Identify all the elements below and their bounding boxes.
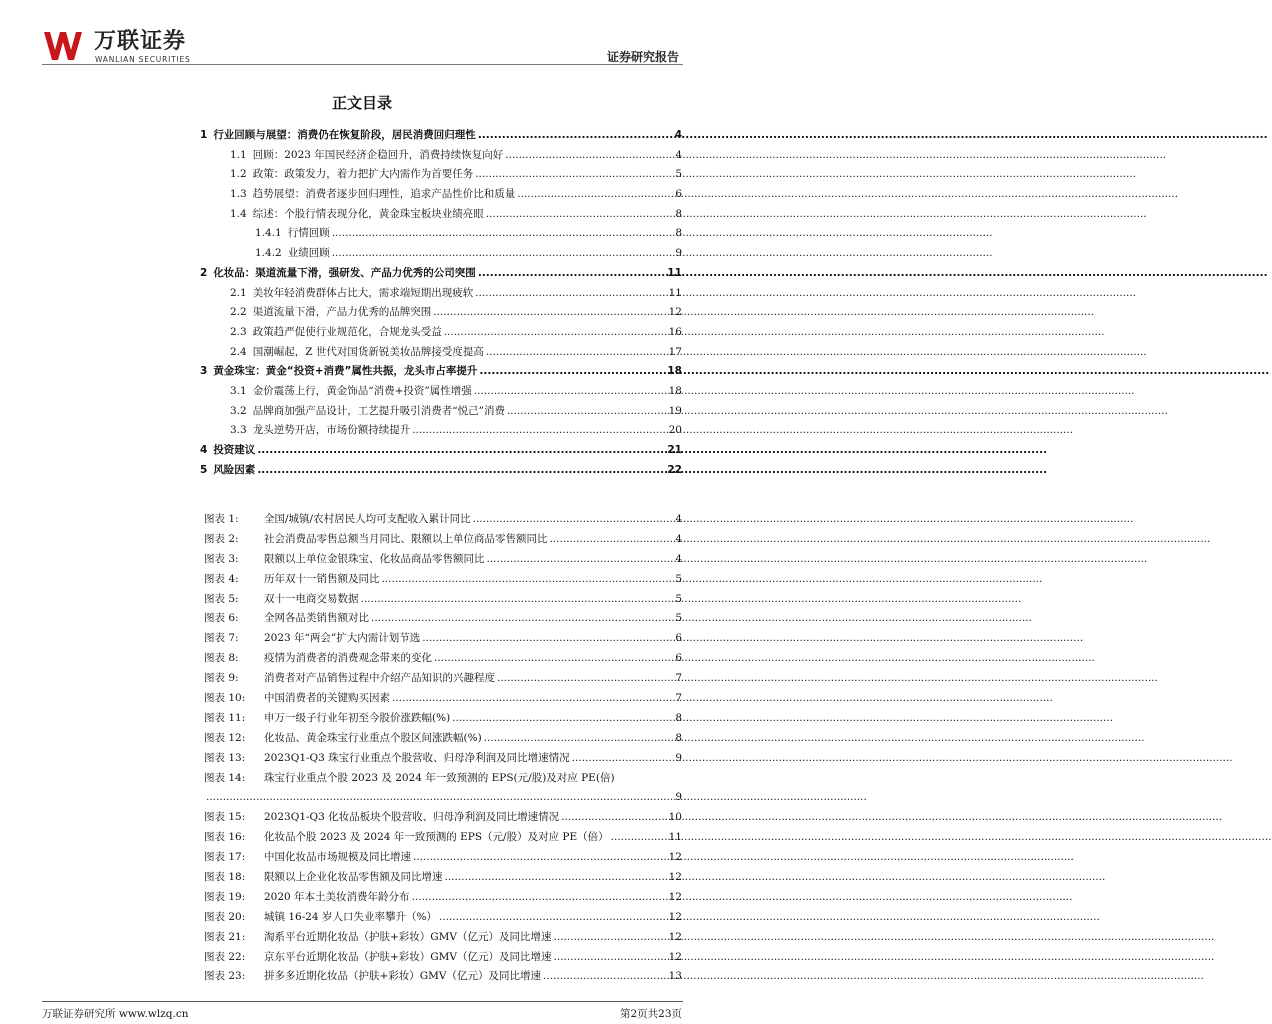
figure-label: 图表 9: xyxy=(204,672,239,685)
figure-label: 图表 15: xyxy=(204,811,246,824)
toc-entry-title: 风险因素 xyxy=(213,463,256,476)
toc-entry-title: 金价震荡上行，黄金饰品“消费+投资”属性增强 xyxy=(252,384,472,397)
figure-leader-dots xyxy=(487,550,674,570)
report-type-label: 证券研究报告 xyxy=(606,50,679,64)
figure-title: 社会消费品零售总额当月同比、限额以上单位商品零售额同比 xyxy=(264,532,548,545)
figure-leader-dots xyxy=(206,788,673,808)
toc-entry-page: 8 xyxy=(675,227,682,240)
toc-entry[interactable] xyxy=(200,185,682,205)
toc-entry-title: 龙头逆势开店，市场份额持续提升 xyxy=(252,424,411,437)
toc-entry[interactable] xyxy=(200,165,682,185)
figure-page: 9 xyxy=(675,751,682,764)
figure-page: 12 xyxy=(668,851,682,864)
figure-label: 图表 16: xyxy=(204,831,246,844)
toc-entry-title: 综述：个股行情表现分化，黄金珠宝板块业绩亮眼 xyxy=(252,207,484,220)
figure-label: 图表 20: xyxy=(204,910,246,923)
figure-page: 13 xyxy=(668,970,682,983)
toc-entry-title: 回顾：2023 年国民经济企稳回升，消费持续恢复向好 xyxy=(252,148,504,161)
figure-leader-dots xyxy=(550,530,674,550)
figure-label: 图表 14: xyxy=(204,771,246,784)
toc-entry-title: 化妆品：渠道流量下滑，强研发、产品力优秀的公司突围 xyxy=(213,266,476,279)
toc-entry-number: 3.1 xyxy=(230,384,247,397)
figure-label: 图表 23: xyxy=(204,970,246,983)
toc-leader-dots xyxy=(507,402,667,422)
toc-leader-dots xyxy=(332,244,674,264)
figure-entry[interactable] xyxy=(204,709,682,729)
figure-entry[interactable] xyxy=(204,530,682,550)
toc-entry-title: 趋势展望：消费者逐步回归理性，追求产品性价比和质量 xyxy=(252,188,516,201)
toc-leader-dots xyxy=(475,284,666,304)
toc-entry-page: 11 xyxy=(668,286,682,299)
toc-entry[interactable] xyxy=(200,303,682,323)
toc-entry-title: 政策：政策发力，着力把扩大内需作为首要任务 xyxy=(252,168,474,181)
figure-entry[interactable] xyxy=(204,808,682,828)
toc-entry-title: 渠道流量下滑，产品力优秀的品牌突围 xyxy=(252,306,432,319)
toc-entry-page: 4 xyxy=(674,129,682,141)
toc-entry[interactable] xyxy=(200,264,682,284)
figure-title: 拼多多近期化妆品（护肤+彩妆）GMV（亿元）及同比增速 xyxy=(264,970,542,983)
figure-title: 全国/城镇/农村居民人均可支配收入累计同比 xyxy=(264,513,471,525)
toc-entry-page: 6 xyxy=(675,188,682,201)
toc-entry-page: 8 xyxy=(675,207,682,220)
toc-entry-page: 19 xyxy=(668,404,682,417)
toc-entry-number: 1.1 xyxy=(230,148,247,161)
toc-entry-page: 17 xyxy=(668,345,682,358)
toc-entry-page: 21 xyxy=(667,444,682,456)
figure-leader-dots xyxy=(371,609,673,629)
figure-title: 疫情为消费者的消费观念带来的变化 xyxy=(264,652,432,665)
figure-label: 图表 19: xyxy=(204,890,246,903)
figure-page: 4 xyxy=(675,552,682,565)
figure-page: 8 xyxy=(675,711,682,724)
figure-title: 城镇 16-24 岁人口失业率攀升（%） xyxy=(264,910,437,923)
figure-leader-dots xyxy=(484,729,674,749)
figure-page: 12 xyxy=(668,930,682,943)
toc-entry-page: 18 xyxy=(667,365,682,378)
figure-entry[interactable] xyxy=(204,590,682,610)
figure-label: 图表 18: xyxy=(204,871,246,884)
figure-title: 中国化妆品市场规模及同比增速 xyxy=(264,851,411,864)
toc-entry-number: 1.4 xyxy=(230,207,247,220)
figure-entry[interactable] xyxy=(204,729,682,749)
toc-entry-number: 3.3 xyxy=(230,424,247,437)
toc-leader-dots xyxy=(479,362,665,382)
toc-leader-dots xyxy=(478,264,666,284)
figure-entry[interactable] xyxy=(204,609,682,629)
figure-title: 化妆品、黄金珠宝行业重点个股区间涨跌幅(%) xyxy=(264,731,482,744)
figure-entry[interactable] xyxy=(204,967,682,987)
figure-leader-dots xyxy=(439,908,667,928)
figure-entry[interactable] xyxy=(204,689,682,709)
toc-entry-page: 5 xyxy=(675,168,682,181)
page-header xyxy=(0,0,724,66)
figure-leader-dots xyxy=(361,590,674,610)
figure-page: 7 xyxy=(675,692,682,705)
figure-page: 9 xyxy=(675,791,682,804)
figure-entry[interactable] xyxy=(204,749,682,769)
figure-entry[interactable] xyxy=(204,649,682,669)
figure-leader-dots xyxy=(497,669,673,689)
figure-entry[interactable] xyxy=(204,868,682,888)
figure-title: 消费者对产品销售过程中介绍产品知识的兴趣程度 xyxy=(264,672,495,685)
toc-entry[interactable] xyxy=(200,362,682,382)
figure-leader-dots xyxy=(554,928,667,948)
toc-leader-dots xyxy=(486,343,667,363)
figure-label: 图表 2: xyxy=(204,532,239,545)
figure-title: 淘系平台近期化妆品（护肤+彩妆）GMV（亿元）及同比增速 xyxy=(264,930,552,943)
figure-entry[interactable] xyxy=(204,510,682,530)
toc-entry[interactable] xyxy=(200,421,682,441)
figure-label: 图表 8: xyxy=(204,652,239,665)
toc-entry-number: 1.2 xyxy=(230,168,247,181)
toc-entry-number: 4 xyxy=(200,444,208,456)
figure-leader-dots xyxy=(413,848,667,868)
figure-title: 中国消费者的关键购买因素 xyxy=(264,692,390,705)
figure-leader-dots xyxy=(452,709,673,729)
figure-leader-dots xyxy=(473,510,674,530)
toc-entry-title: 行情回顾 xyxy=(287,227,330,240)
figure-entry[interactable] xyxy=(204,948,682,968)
figure-page: 12 xyxy=(668,950,682,963)
figure-leader-dots xyxy=(412,888,667,908)
toc-entry-title: 美妆年轻消费群体占比大，需求端短期出现疲软 xyxy=(252,286,474,299)
figure-entry[interactable] xyxy=(204,848,682,868)
figure-leader-dots xyxy=(543,967,667,987)
figure-leader-dots xyxy=(382,570,674,590)
toc-entry[interactable] xyxy=(200,323,682,343)
toc-entry-number: 1.3 xyxy=(230,188,247,201)
toc-entry-title: 政策趋严促使行业规范化，合规龙头受益 xyxy=(252,325,442,338)
figure-page: 7 xyxy=(675,672,682,685)
toc-entry-title: 品牌商加强产品设计，工艺提升吸引消费者“悦己”消费 xyxy=(252,404,505,417)
toc-entry[interactable] xyxy=(200,284,682,304)
figure-page: 4 xyxy=(675,532,682,545)
figure-page: 10 xyxy=(668,811,682,824)
page-title: 正文目录 xyxy=(331,94,392,112)
toc-entry-page: 22 xyxy=(667,463,682,476)
figure-leader-dots xyxy=(392,689,673,709)
toc-leader-dots xyxy=(332,224,674,244)
figure-page: 12 xyxy=(668,890,682,903)
figure-leader-dots xyxy=(611,828,667,848)
figure-label: 图表 5: xyxy=(204,592,239,605)
figure-label: 图表 11: xyxy=(204,711,246,724)
figure-page: 4 xyxy=(675,513,682,525)
toc-entry-number: 2.3 xyxy=(230,325,247,338)
figure-page: 6 xyxy=(675,652,682,665)
figure-list xyxy=(204,510,682,987)
figure-page: 5 xyxy=(675,612,682,625)
figure-title: 京东平台近期化妆品（护肤+彩妆）GMV（亿元）及同比增速 xyxy=(264,950,552,963)
figure-entry[interactable] xyxy=(204,669,682,689)
toc-entry-number: 5 xyxy=(200,463,208,476)
toc-leader-dots xyxy=(475,165,673,185)
toc-leader-dots xyxy=(257,461,665,481)
figure-label: 图表 10: xyxy=(204,692,246,705)
toc-leader-dots xyxy=(474,382,667,402)
figure-leader-dots xyxy=(422,629,673,649)
toc-leader-dots xyxy=(257,441,665,461)
toc-entry-number: 1.4.1 xyxy=(255,227,282,240)
figure-page: 11 xyxy=(668,831,682,844)
toc-entry-number: 1 xyxy=(200,129,208,141)
toc-entry-number: 2.2 xyxy=(230,306,247,319)
toc-entry-page: 11 xyxy=(667,266,682,279)
figure-label: 图表 7: xyxy=(204,632,239,645)
figure-title: 2023Q1-Q3 化妆品板块个股营收、归母净利润及同比增速情况 xyxy=(264,811,560,824)
figure-entry[interactable] xyxy=(204,769,682,789)
toc-entry-title: 国潮崛起，Z 世代对国货新锐美妆品牌接受度提高 xyxy=(252,345,484,358)
toc-entry[interactable] xyxy=(200,205,682,225)
figure-label: 图表 3: xyxy=(204,552,239,565)
figure-title: 全网各品类销售额对比 xyxy=(264,612,369,625)
figure-page: 5 xyxy=(675,572,682,585)
figure-title: 申万一级子行业年初至今股价涨跌幅(%) xyxy=(264,711,451,724)
figure-title: 2023Q1-Q3 珠宝行业重点个股营收、归母净利润及同比增速情况 xyxy=(264,751,570,764)
figure-title: 限额以上企业化妆品零售额及同比增速 xyxy=(264,871,443,884)
toc-entry-number: 3.2 xyxy=(230,404,247,417)
toc-entry[interactable] xyxy=(200,343,682,363)
figure-leader-dots xyxy=(554,948,667,968)
toc-leader-dots xyxy=(444,323,667,343)
figure-page: 12 xyxy=(668,910,682,923)
figure-label: 图表 1: xyxy=(204,513,239,525)
figure-entry[interactable] xyxy=(204,928,682,948)
toc-entry[interactable] xyxy=(200,146,682,166)
toc-entry-page: 18 xyxy=(668,384,682,397)
toc-entry[interactable] xyxy=(200,441,682,461)
toc-leader-dots xyxy=(478,126,673,146)
figure-label: 图表 17: xyxy=(204,851,246,864)
toc-entry-number: 2.1 xyxy=(230,286,247,299)
toc-entry[interactable] xyxy=(200,126,682,146)
footer-source: 万联证券研究所 www.wlzq.cn xyxy=(42,1008,189,1020)
logo-chinese-text: 万联证券 xyxy=(94,29,187,54)
toc-entry[interactable] xyxy=(200,244,682,264)
figure-title: 珠宝行业重点个股 2023 及 2024 年一致预测的 EPS(元/股)及对应 PE(倍) xyxy=(264,771,615,784)
toc-entry[interactable] xyxy=(200,461,682,481)
figure-label: 图表 4: xyxy=(204,572,239,585)
toc-leader-dots xyxy=(412,421,666,441)
figure-entry[interactable] xyxy=(204,828,682,848)
figure-entry-continuation[interactable] xyxy=(204,788,682,808)
figure-label: 图表 6: xyxy=(204,612,239,625)
figure-label: 图表 13: xyxy=(204,751,246,764)
toc-entry-title: 投资建议 xyxy=(213,444,256,456)
toc-entry-page: 4 xyxy=(675,148,682,161)
toc-entry-page: 12 xyxy=(668,306,682,319)
toc-entry-page: 20 xyxy=(668,424,682,437)
figure-entry[interactable] xyxy=(204,570,682,590)
figure-page: 5 xyxy=(675,592,682,605)
toc-entry-page: 9 xyxy=(675,247,682,260)
wanlian-logo-mark-icon xyxy=(42,30,90,62)
toc-entry[interactable] xyxy=(200,382,682,402)
logo-english-text: WANLIAN SECURITIES xyxy=(95,55,191,64)
figure-label: 图表 12: xyxy=(204,731,246,744)
figure-entry[interactable] xyxy=(204,888,682,908)
figure-leader-dots xyxy=(445,868,667,888)
figure-title: 2023 年“两会”扩大内需计划节选 xyxy=(264,632,421,645)
figure-label: 图表 22: xyxy=(204,950,246,963)
toc-entry-number: 3 xyxy=(200,365,208,378)
toc-leader-dots xyxy=(505,146,673,166)
figure-label: 图表 21: xyxy=(204,930,246,943)
figure-page: 8 xyxy=(675,731,682,744)
figure-title: 2020 年本土美妆消费年龄分布 xyxy=(264,890,410,903)
figure-entry[interactable] xyxy=(204,908,682,928)
header-divider xyxy=(42,64,683,65)
toc-leader-dots xyxy=(517,185,673,205)
toc-entry-number: 2 xyxy=(200,266,208,279)
figure-entry[interactable] xyxy=(204,629,682,649)
figure-leader-dots xyxy=(561,808,666,828)
toc-entry-title: 行业回顾与展望：消费仍在恢复阶段，居民消费回归理性 xyxy=(213,129,476,141)
figure-leader-dots xyxy=(572,749,674,769)
toc-entry-title: 黄金珠宝：黄金“投资+消费”属性共振，龙头市占率提升 xyxy=(213,365,478,378)
figure-title: 双十一电商交易数据 xyxy=(264,592,359,605)
footer-page-number: 第2页共23页 xyxy=(619,1008,682,1020)
toc-entry-number: 1.4.2 xyxy=(255,247,282,260)
table-of-contents xyxy=(200,126,682,480)
figure-leader-dots xyxy=(434,649,673,669)
figure-entry[interactable] xyxy=(204,550,682,570)
toc-entry-title: 业绩回顾 xyxy=(287,247,330,260)
toc-entry-page: 16 xyxy=(668,325,682,338)
toc-entry[interactable] xyxy=(200,402,682,422)
toc-entry-number: 2.4 xyxy=(230,345,247,358)
figure-title: 化妆品个股 2023 及 2024 年一致预测的 EPS（元/股）及对应 PE（倍） xyxy=(264,831,609,844)
figure-page: 12 xyxy=(668,871,682,884)
figure-title: 限额以上单位金银珠宝、化妆品商品零售额同比 xyxy=(264,552,485,565)
footer-divider xyxy=(42,1001,683,1002)
toc-leader-dots xyxy=(433,303,666,323)
figure-page: 6 xyxy=(675,632,682,645)
figure-title: 历年双十一销售额及同比 xyxy=(264,572,380,585)
toc-entry[interactable] xyxy=(200,224,682,244)
toc-leader-dots xyxy=(486,205,674,225)
